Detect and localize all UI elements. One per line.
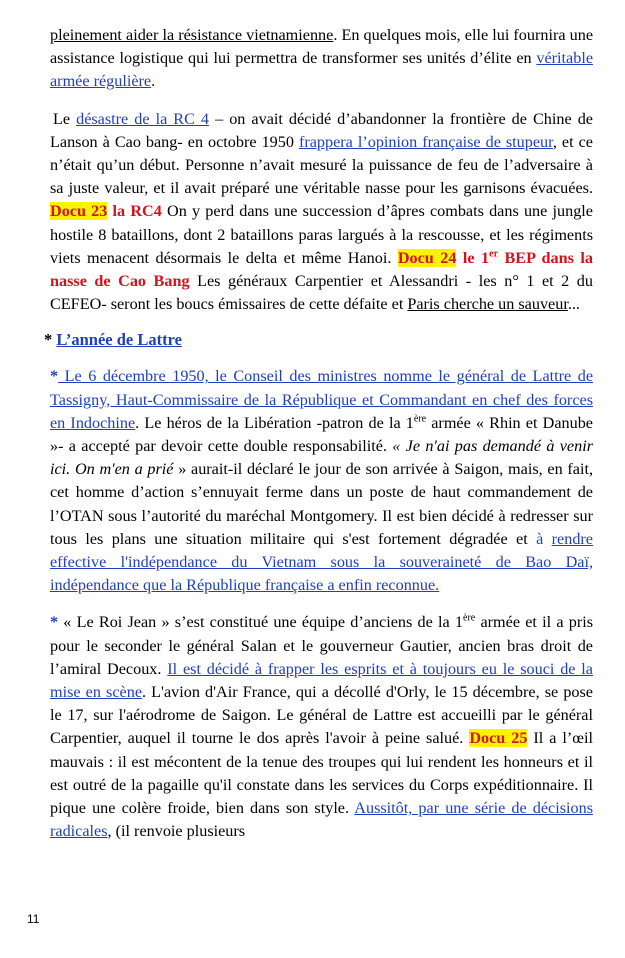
paragraph-1: [50, 24, 593, 94]
text: » aurait-il déclaré le jour de son arrivée à Saigon, mais, en fait, cet homme d’action s’ennuyait ferme dans un poste de haut commandement de l’OTAN sous l’autorité du maréchal Montgomery. Il est bien décidé à redresser sur tous les plans une situation militaire qui s'est fortement dégradée et: [50, 460, 593, 548]
section-heading-link[interactable]: L’année de Lattre: [56, 330, 182, 350]
docu-24-label: Docu 24: [397, 248, 457, 267]
text: – on avait décidé d’abandonner la frontière de Chine de Lanson à Cao bang- en octobre 1950: [50, 109, 593, 151]
text: Le: [53, 109, 77, 128]
text: BEP dans la nasse de Cao Bang: [50, 248, 593, 291]
link-frappera-opinion[interactable]: frappera l’opinion française de stupeur: [298, 132, 553, 151]
text: ...: [567, 295, 580, 314]
text: Il a l’œil mauvais : il est mécontent de la tenue des troupes qui lui rendent les honneurs et il est outré de la pagaille qu'il constate dans les services du Corps expéditionnaire. Il pique une colère froide, bien dans son style.: [50, 729, 593, 818]
paragraph-3: [50, 365, 593, 597]
text: , (il renvoie plusieurs: [107, 822, 246, 841]
page-number: 11: [27, 912, 40, 926]
section-heading: [44, 328, 593, 351]
paragraph-4: [50, 611, 593, 843]
superscript: ère: [413, 413, 427, 425]
bullet-star: *: [50, 613, 59, 632]
paragraph-2: [50, 108, 593, 317]
document-page: [44, 24, 594, 844]
text: . En quelques mois, elle lui fournira une assistance logistique qui lui permettra de transformer ses unités d’élite en: [50, 26, 594, 68]
text: Les généraux Carpentier et Alessandri - les n° 1 et 2 du CEFEO- seront les boucs émissaires de cette défaite et: [50, 272, 593, 314]
text: . Le héros de la Libération -patron de la 1: [135, 413, 414, 432]
link-desastre-rc4[interactable]: désastre de la RC 4: [76, 109, 210, 128]
text: .: [151, 72, 156, 91]
superscript: ère: [463, 613, 476, 625]
docu-23-label: Docu 23: [50, 202, 108, 221]
link-independance-vietnam[interactable]: rendre effective l'indépendance du Vietnam sous la souveraineté de Bao Daï, indépendance que la République française a enfin reconnue.: [50, 529, 593, 595]
text: « Le Roi Jean » s’est constitué une équipe d’anciens de la 1: [58, 613, 464, 632]
text: . L'avion d'Air France, qui a décollé d'Orly, le 15 décembre, se pose le 17, sur l'aérodrome de Saigon. Le général de Lattre est accueilli par le général Carpentier, auquel il tourne le dos après l'avoir à peine salué.: [50, 683, 593, 748]
link-conseil-ministres[interactable]: Le 6 décembre 1950, le Conseil des ministres nomme le général de Lattre de Tassigny, Haut-Commissaire de la République et Commandant en chef des forces en Indochine: [50, 367, 593, 432]
link-armee-reguliere[interactable]: véritable armée régulière: [50, 49, 593, 91]
link-frapper-esprits[interactable]: Il est décidé à frapper les esprits et à toujours eu le souci de la mise en scène: [50, 659, 593, 702]
bullet-star: *: [50, 367, 59, 386]
text: , et ce n’était qu’un début. Personne n’avait mesuré la puissance de feu de l’adversaire à sa juste valeur, et il avait préparé une véritable nasse pour les garnisons évacuées.: [50, 132, 593, 198]
text: armée « Rhin et Danube »- a accepté par devoir cette double responsabilité.: [50, 413, 593, 456]
text: armée et il a pris pour le seconder le général Salan et le gouverneur Gautier, ancien bras droit de l’amiral Decoux.: [50, 613, 594, 678]
underlined-phrase: pleinement aider la résistance vietnamienne: [50, 26, 334, 44]
docu-25-label: Docu 25: [469, 729, 528, 748]
text: le 1: [456, 248, 490, 267]
heading-star: *: [44, 330, 57, 350]
link-decisions-radicales[interactable]: Aussitôt, par une série de décisions radicales: [50, 799, 594, 841]
text: On y perd dans une succession d’âpres combats dans une jungle hostile 8 bataillons, dont 2 bataillons paras largués à la rescousse, et les régiments viets menacent désormais le delta et même Hanoi.: [50, 202, 593, 267]
text-blue: à: [536, 529, 552, 548]
quote-italic: « Je n'ai pas demandé à venir ici. On m'en a prié: [50, 437, 593, 479]
docu-23-title: la RC4: [107, 202, 162, 221]
underlined-phrase: Paris cherche un sauveur: [407, 295, 568, 314]
superscript: er: [489, 248, 499, 260]
